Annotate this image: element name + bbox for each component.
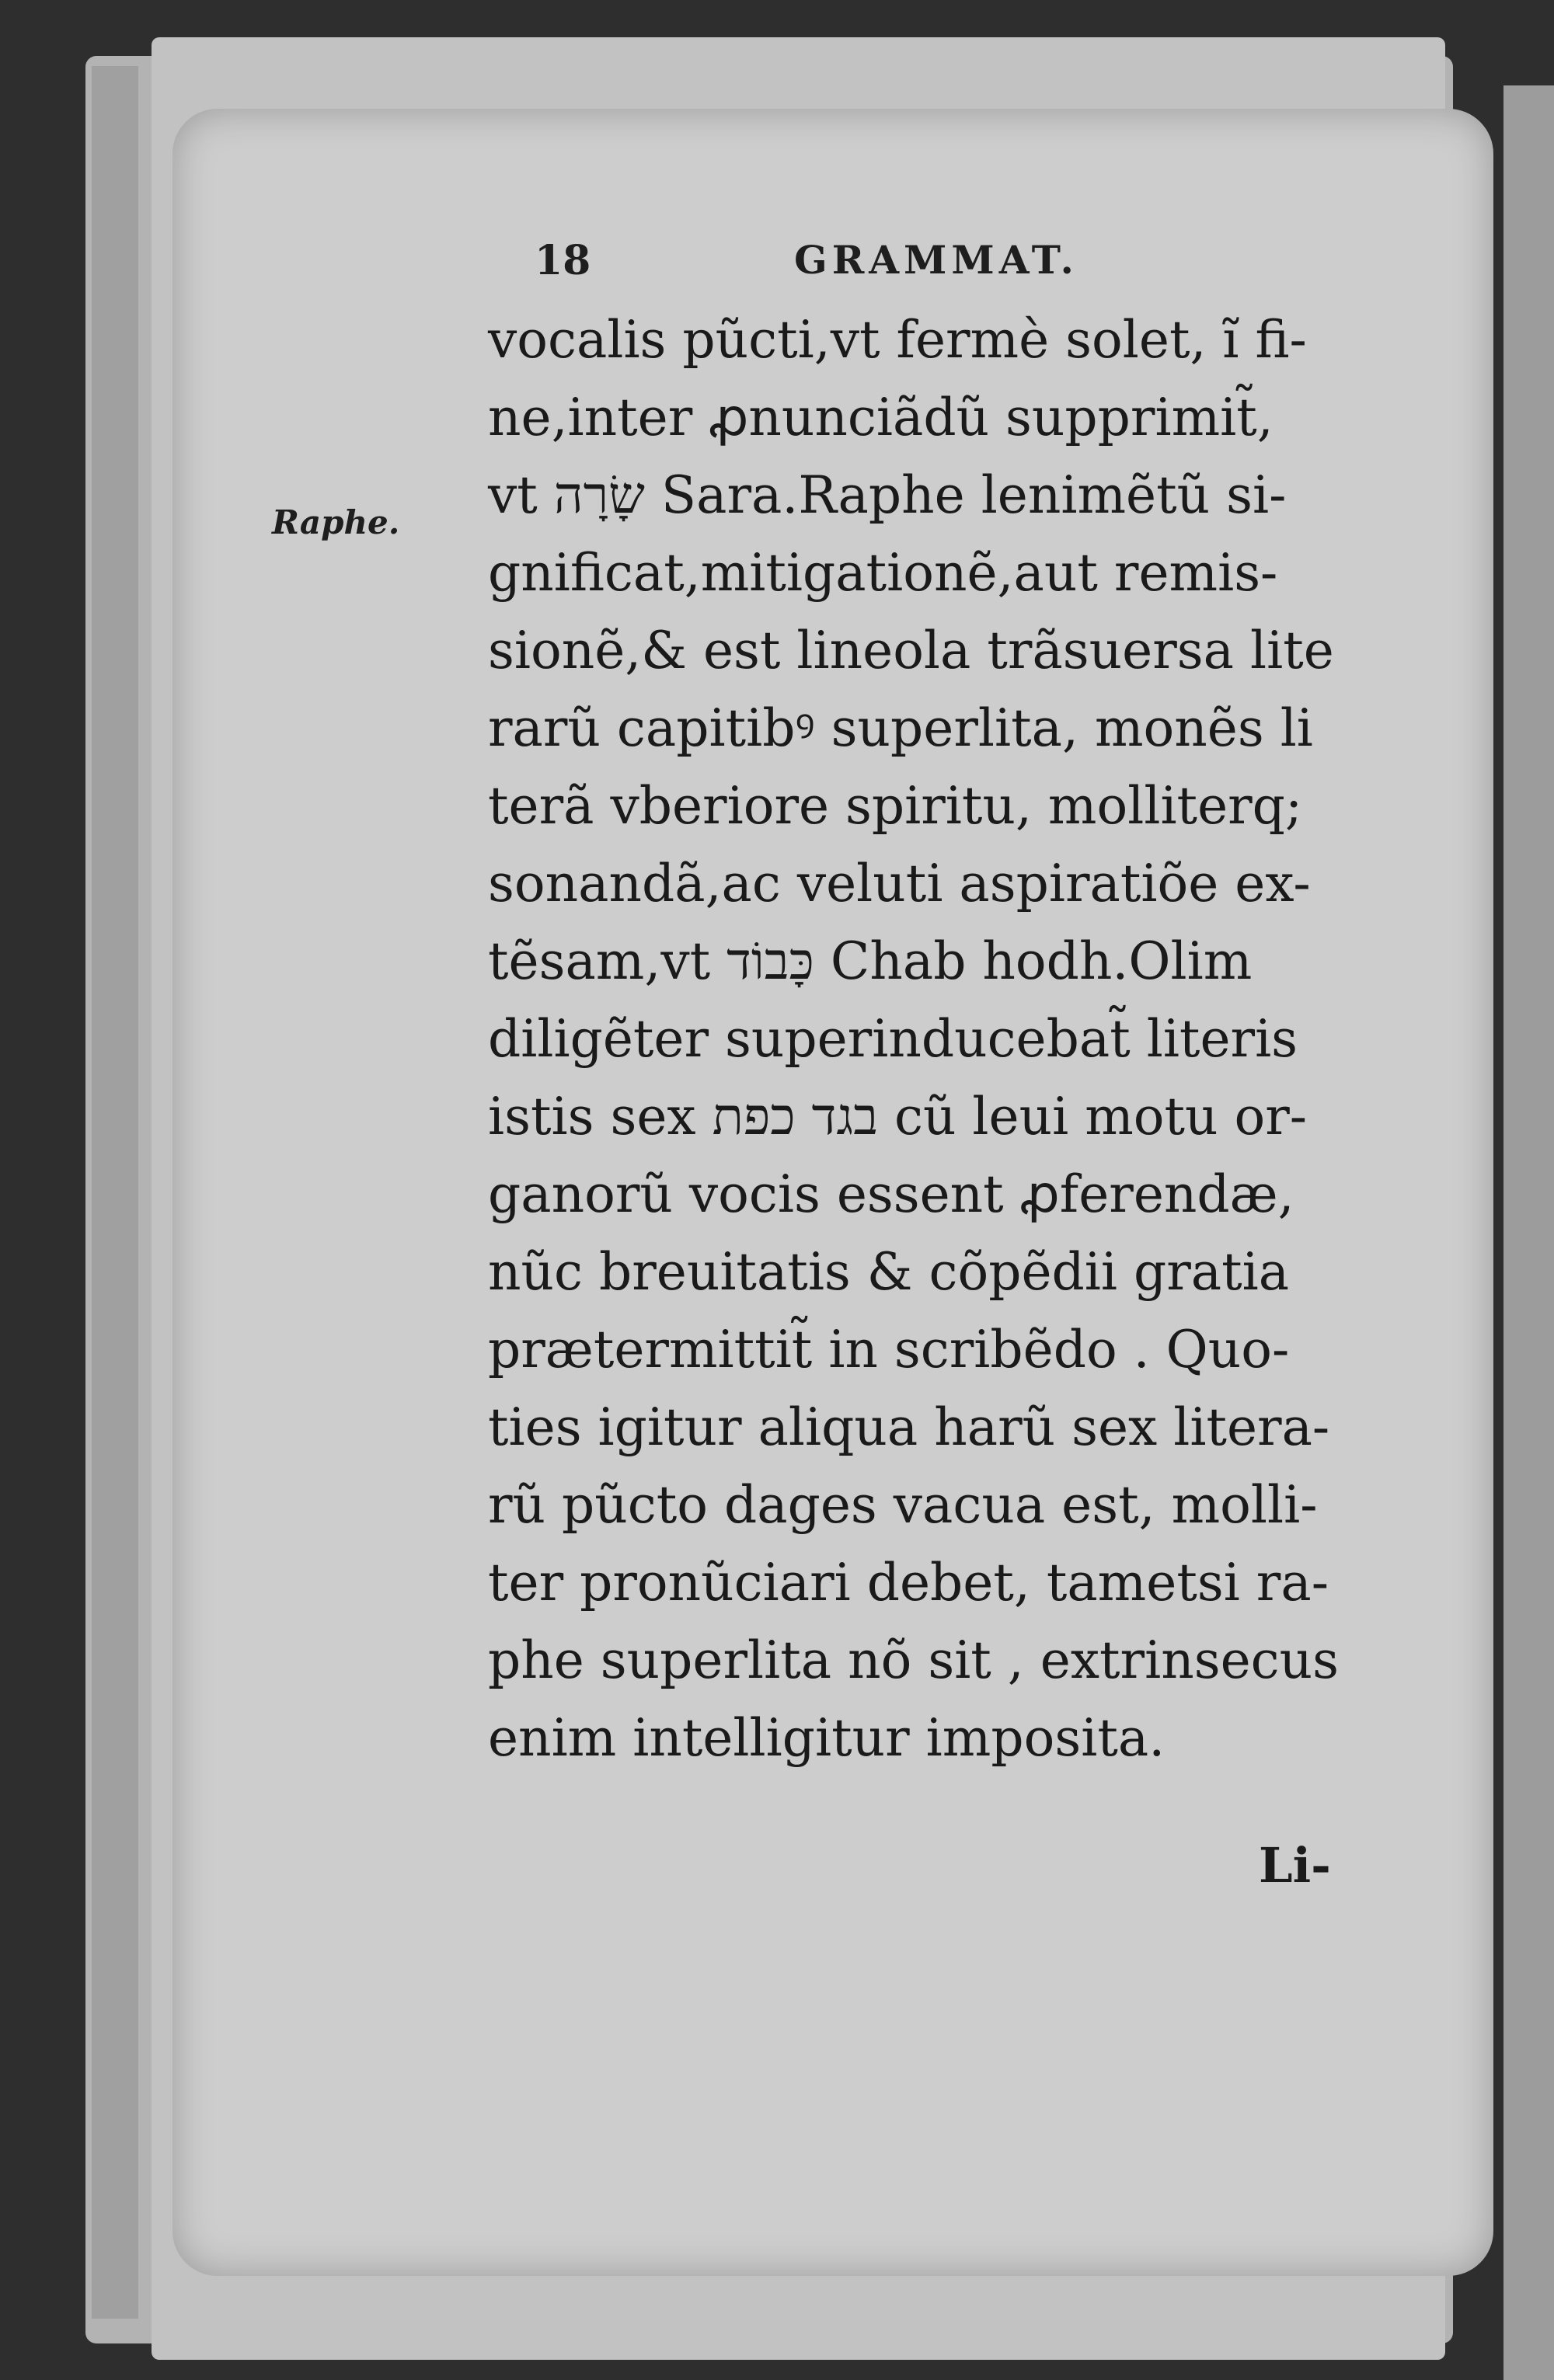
text-line: vt שָׂרָה Sara.Raphe lenimẽtũ si- (488, 465, 1287, 525)
text-line: vocalis pũcti,vt fermè solet, ĩ fi- (488, 310, 1307, 370)
running-head: GRAMMAT. (794, 237, 1078, 283)
text-line: enim intelligitur imposita. (488, 1708, 1166, 1768)
marginal-note: Raphe. (272, 503, 400, 541)
text-line: ter pronũciari debet, tametsi ra- (488, 1553, 1329, 1613)
text-line: ties igitur aliqua harũ sex litera- (488, 1397, 1330, 1457)
text-line: rũ pũcto dages vacua est, molli- (488, 1475, 1318, 1535)
text-line: sionẽ,& est lineola trãsuersa lite (488, 621, 1334, 680)
facing-page-edge (1503, 85, 1554, 2380)
text-line: terã vberiore spiritu, molliterq; (488, 776, 1303, 836)
text-line: diligẽter superinducebat̃ literis (488, 1009, 1298, 1069)
text-line: phe superlita nõ sit , extrinsecus (488, 1630, 1339, 1690)
text-line: istis sex בגד כפת cũ leui motu or- (488, 1087, 1308, 1147)
text-line: sonandã,ac veluti aspiratiõe ex- (488, 854, 1311, 913)
text-line: tẽsam,vt כָּבוֹד Chab hodh.Olim (488, 931, 1253, 991)
text-line: gnificat,mitigationẽ,aut remis- (488, 543, 1278, 603)
text-line: ganorũ vocis essent ꝓferendæ, (488, 1164, 1294, 1224)
text-line: prætermittit̃ in scribẽdo . Quo- (488, 1320, 1290, 1380)
text-line: rarũ capitibꝰ superlita, monẽs li (488, 698, 1313, 758)
text-line: ne,inter ꝓnunciãdũ supprimit̃, (488, 388, 1274, 447)
body-text (488, 301, 1358, 1777)
catchword: Li- (1259, 1837, 1331, 1894)
text-line: nũc breuitatis & cõpẽdii gratia (488, 1242, 1290, 1302)
page-number: 18 (535, 237, 591, 284)
page-edge-left (92, 66, 138, 2319)
page-header (0, 237, 1554, 299)
